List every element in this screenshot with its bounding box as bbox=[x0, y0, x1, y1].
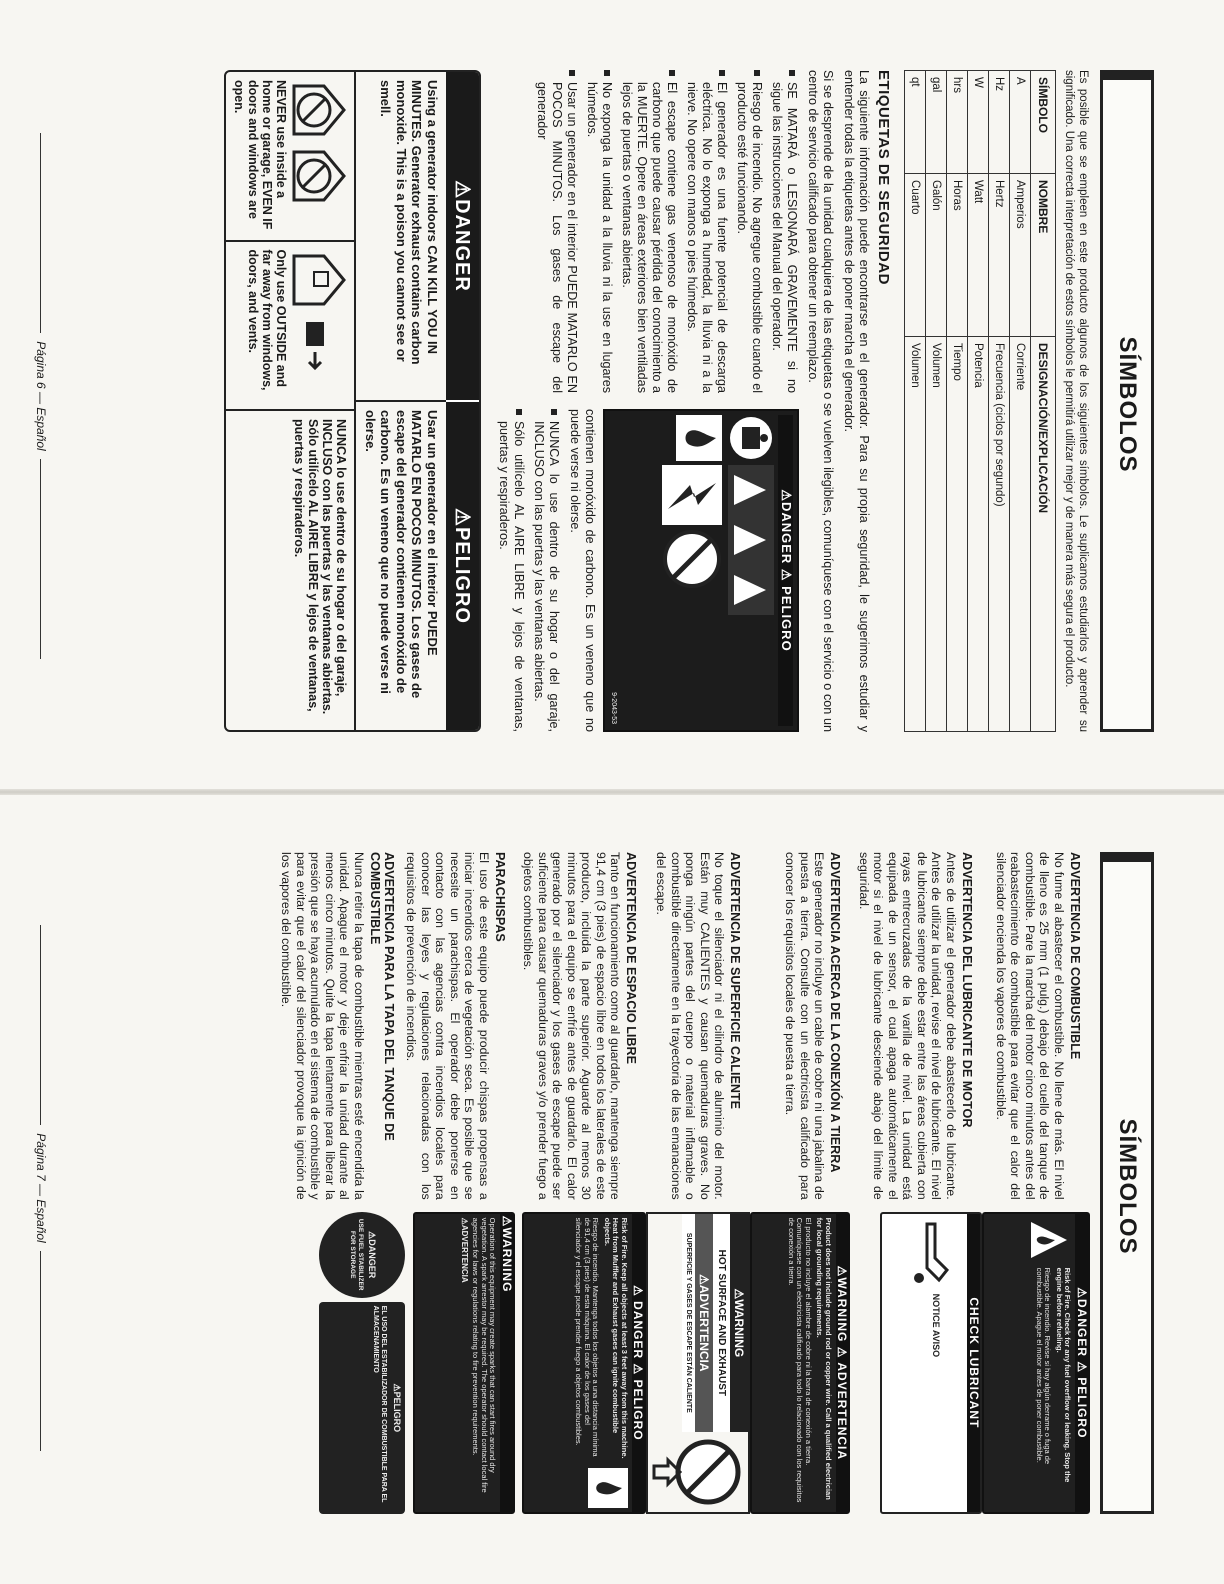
cell: qt bbox=[905, 71, 926, 174]
cell: Potencia bbox=[968, 337, 989, 732]
cap-label-stabilizer: USE FUEL STABILIZER FOR STORAGE bbox=[349, 1218, 364, 1291]
col-header-symbol: SÍMBOLO bbox=[1031, 71, 1056, 174]
list-item: El escape contiene gas venenoso de monóxido de carbono que puede causar pérdida del conocimiento a la MUERTE. Opere en áreas exteriores bien ventiladas lejos de puertas o ventanas abiertas. bbox=[619, 70, 679, 393]
table-row bbox=[989, 71, 1010, 732]
fuel-cap-labels bbox=[319, 1212, 405, 1514]
fuel-label-header: ⚠DANGER ⚠ PELIGRO bbox=[1076, 1214, 1089, 1512]
cell: Corriente bbox=[1010, 337, 1031, 732]
cell: Watt bbox=[968, 174, 989, 337]
cell: Hz bbox=[989, 71, 1010, 174]
house-outside-icon bbox=[293, 250, 349, 310]
fuel-text: No fume al abastecer el combustible. No llene de más. El nivel de lleno es 25 mm (1 pulg.) debajo del cuello del tanque de combustible. Pare la marcha del motor cinco minutos antes del reabastecimiento de combustible para evitar que el calor del silenciador encienda los vapores de combustible. bbox=[994, 852, 1066, 1200]
section-heading-fuel: ADVERTENCIA DE COMBUSTIBLE bbox=[1068, 852, 1082, 1060]
cell: Volumen bbox=[926, 337, 947, 732]
cell: Tiempo bbox=[947, 337, 968, 732]
section-heading-ground: ADVERTENCIA ACERCA DE LA CONEXIÓN A TIERRA bbox=[828, 852, 843, 1173]
dipstick-icon bbox=[908, 1218, 964, 1288]
page-title: SÍMBOLOS bbox=[1100, 852, 1154, 1514]
peligro-heading: ⚠PELIGRO bbox=[446, 400, 479, 730]
label-header: ⚠DANGER ⚠ PELIGRO bbox=[779, 415, 794, 726]
list-item: Sólo utilícelo AL AIRE LIBRE y lejos de ventanas, puertas y respiraderos. bbox=[496, 409, 526, 732]
cell: Amperios bbox=[1010, 174, 1031, 337]
check-lubricant-label bbox=[880, 1212, 982, 1514]
cell: hrs bbox=[947, 71, 968, 174]
section-heading-spark: PARACHISPAS bbox=[493, 852, 507, 942]
cell: Frecuencia (ciclos por segundo) bbox=[989, 337, 1010, 732]
section-heading-space: ADVERTENCIA DE ESPACIO LIBRE bbox=[624, 852, 639, 1065]
bullet-continuation: contienen monóxido de carbono. Es un veneno que no puede verse ni olerse. bbox=[568, 409, 597, 732]
co-danger-panel bbox=[225, 70, 482, 732]
oil-text: Antes de utilizar el generador debe abastecerlo de lubricante. Antes de utilizar la unidad, revise el nivel de lubricante. El nivel de lubricante siempre debe estar entre las áreas cubierta con rayas entrecruzadas de la varilla de nivel. La unidad está equipada de un sensor, el cual apaga automáticamente el motor si el nivel de lubricante desciende abajo del límite de seguridad. bbox=[857, 852, 958, 1200]
cap-label-danger: ⚠DANGER bbox=[367, 1231, 378, 1279]
oil-label-header: CHECK LUBRICANT bbox=[968, 1214, 981, 1512]
fuel-warning-section bbox=[982, 852, 1090, 1514]
outside-only-text: Only use OUTSIDE and far away from windows, doors, and vents. bbox=[246, 249, 289, 391]
hot-text: No toque el silenciador ni el cilindro de aluminio del motor. Están muy CALIENTES y causan quemaduras graves. No ponga ningún partes del cuerpo o material inflamable o combustible directamente en la trayectoria de las emanaciones del escape. bbox=[654, 852, 727, 1200]
clearance-section bbox=[515, 852, 647, 1514]
hot-label-warning: ⚠WARNING bbox=[731, 1214, 749, 1432]
hot-label-es-title: SUPERFICIE Y GASES DE ESCAPE ESTÁN CALIENTE bbox=[683, 1214, 696, 1432]
clearance-danger-label bbox=[523, 1212, 647, 1514]
page-footer-left: Página 6 — Español bbox=[34, 0, 48, 792]
cell: Volumen bbox=[905, 337, 926, 732]
cell: gal bbox=[926, 71, 947, 174]
cell: Cuarto bbox=[905, 174, 926, 337]
oil-label-notice: NOTICE AVISO bbox=[930, 1293, 941, 1358]
fuel-cap-peligro-label bbox=[319, 1302, 405, 1514]
spark-label-header: ⚠WARNING bbox=[501, 1214, 514, 1512]
ground-warning-section bbox=[751, 852, 851, 1514]
ground-warning-label bbox=[751, 1212, 851, 1514]
cell: Hertz bbox=[989, 174, 1010, 337]
fire-icon bbox=[588, 1468, 628, 1508]
safety-paragraph-2: Si se desprende de la unidad cualquiera de las etiquetas o se vuelven ilegibles, comuníquese con el servicio o con un centro de servicio calificado para obtener un reemplazo. bbox=[806, 70, 835, 732]
page-title: SÍMBOLOS bbox=[1100, 70, 1154, 732]
no-garage-icon bbox=[293, 146, 349, 206]
list-item: SE MATARÁ o LESIONARÁ GRAVEMENTE si no sigue las instrucciones del Manual del operador. bbox=[769, 70, 799, 393]
ground-label-en: Product does not include ground rod or copper wire. Call a qualified electrician for local grounding requirements. bbox=[815, 1217, 833, 1500]
cap-label-peligro: ⚠PELIGRO bbox=[392, 1383, 402, 1433]
oil-warning-section bbox=[851, 852, 983, 1514]
fuel-label-es: Riesgo de incendio. Revise si hay algún derrame o fuga de combustible. Apague el motor antes de poner combustible. bbox=[1035, 1267, 1053, 1465]
no-home-icon bbox=[293, 80, 349, 140]
cell: W bbox=[968, 71, 989, 174]
spark-text: El uso de este equipo puede producir chispas propensas a iniciar incendios cerca de vegetación seca. Es posible que se necesite un parachispas. El operador debe ponerse en contacto con las agencias contra incendios locales para conocer las leyes y regulaciones relacionadas con los requisitos de prevención de incendios. bbox=[404, 852, 491, 1200]
fire-icon bbox=[677, 415, 723, 461]
intro-text: Es posible que se empleen en este producto algunos de los siguientes símbolos. Le suplicamos estudiarlos y aprender su significado. Una correcta interpretación de estos símbolos le permitirá utilizar mejor y de manera más segura el producto. bbox=[1063, 70, 1089, 732]
safety-column-left bbox=[491, 70, 799, 393]
fuel-label-en: Risk of Fire. Check for any fuel overflow or leaking. Stop the engine before refueling. bbox=[1055, 1267, 1073, 1483]
table-row bbox=[947, 71, 968, 732]
table-row bbox=[905, 71, 926, 732]
space-label-es: Riesgo de incendio. Mantenga todos los objetos a una distancia mínima de 91,4 cm (3 pies) de esta máquina. El calor de los gases del silenciador y el escape puede prender fuego a objetos combustibles. bbox=[574, 1217, 601, 1457]
spark-warning-label bbox=[413, 1212, 515, 1514]
hot-label-advertencia: ⚠ADVERTENCIA bbox=[696, 1214, 714, 1432]
safety-column-right bbox=[491, 409, 799, 732]
table-row bbox=[1010, 71, 1031, 732]
cell: Horas bbox=[947, 174, 968, 337]
label-part-number: 9-2043-53 bbox=[610, 692, 618, 724]
panel-text-es: Usar un generador en el interior PUEDE MATARLO EN POCOS MINUTOS. Los gases de escape del generador contienen monóxido de carbono. Es un veneno que no puede verse ni olerse. bbox=[357, 400, 447, 730]
ground-text: Este generador no incluye un cable de cobre ni una jabalina de puesta a tierra. Consulte con un electricista calificado para conocer los requisitos locales de puesta a tierra. bbox=[783, 852, 827, 1200]
ground-label-es: El producto no incluye el alambre de cobre ni la barra de conexión a tierra. Comuníquese con un electricista calificado para todo lo relacionado con los requisitos de conexión a tierra. bbox=[787, 1217, 813, 1503]
outside-only-panel bbox=[227, 240, 355, 410]
cell: Galón bbox=[926, 174, 947, 337]
hot-surface-section bbox=[647, 852, 751, 1514]
fuel-danger-label bbox=[982, 1212, 1090, 1514]
col-header-name: NOMBRE bbox=[1031, 174, 1056, 337]
ground-label-header: ⚠WARNING ⚠ ADVERTENCIA bbox=[836, 1214, 849, 1512]
hot-label-title: HOT SURFACE AND EXHAUST bbox=[714, 1214, 731, 1432]
table-row bbox=[968, 71, 989, 732]
safety-columns bbox=[491, 70, 799, 732]
safety-paragraph-1: La siguiente información puede encontrarse en el generador. Para su propia seguridad, le sugerimos estudiar y entender todas la etiquetas antes de poner marcha el generador. bbox=[842, 70, 871, 732]
space-label-header: ⚠ DANGER ⚠ PELIGRO bbox=[632, 1214, 645, 1512]
list-item: No exponga la unidad a la lluvia ni la use en lugares húmedos. bbox=[584, 70, 614, 393]
list-item: El generador es una fuente potencial de descarga eléctrica. No lo exponga a humedad, la lluvia ni a la nieve. No opere con manos o pies húmedos. bbox=[684, 70, 729, 393]
fuel-cap-danger-label bbox=[319, 1212, 405, 1298]
spark-cap-section bbox=[273, 852, 515, 1514]
list-item: Usar un generador en el interior PUEDE MATARLO EN POCOS MINUTOS. Los gases de escape del generador bbox=[534, 70, 579, 393]
danger-safety-label bbox=[603, 409, 799, 732]
never-indoors-text: NEVER use inside a home or garage, EVEN IF doors and windows are open. bbox=[232, 80, 289, 230]
section-heading-oil: ADVERTENCIA DEL LUBRICANTE DE MOTOR bbox=[960, 852, 974, 1128]
no-water-icon bbox=[663, 529, 723, 589]
no-touch-hot-icon bbox=[653, 1432, 749, 1512]
fire-icon bbox=[1028, 1218, 1072, 1262]
list-item: NUNCA lo use dentro de su hogar o del garaje, INCLUSO con las puertas y las ventanas abiertas. bbox=[531, 409, 561, 732]
cell: A bbox=[1010, 71, 1031, 174]
panel-text-en: Using a generator indoors CAN KILL YOU IN MINUTES. Generator exhaust contains carbon monoxide. This is a poison you cannot see or smell. bbox=[378, 80, 440, 365]
hot-surface-label bbox=[647, 1212, 751, 1514]
col-header-explanation: DESIGNACIÓN/EXPLICACIÓN bbox=[1031, 337, 1056, 732]
space-label-en: Risk of Fire. Keep all objects at least 3 feet away from this machine. Heat from Muffler and Exhaust gases can ignite combustible objects. bbox=[603, 1217, 629, 1459]
symbol-table bbox=[904, 70, 1056, 732]
table-row bbox=[926, 71, 947, 732]
spark-label-en: Operation of this equipment may create sparks that can start fires around dry vegetation. A spark arrestor may be required. The operator should contact local fire agencies for laws or regulations relating to fire prevention requirements. bbox=[471, 1217, 498, 1493]
page-7 bbox=[0, 792, 1224, 1584]
cap-label-es: EL USO DEL ESTABILIZADOR DE COMBUSTIBLE PARA EL ALMACENAMIENTO bbox=[372, 1305, 387, 1503]
never-indoors-panel bbox=[227, 72, 355, 240]
danger-heading: ⚠DANGER bbox=[446, 72, 479, 400]
hazard-icons bbox=[729, 465, 775, 615]
section-heading-safety-labels: ETIQUETAS DE SEGURIDAD bbox=[875, 70, 892, 285]
list-item: Riesgo de incendio. No agregue combustible cuando el producto esté funcionando. bbox=[734, 70, 764, 393]
spark-label-es-head: ⚠ADVERTENCIA bbox=[460, 1217, 469, 1283]
section-heading-hot: ADVERTENCIA DE SUPERFICIE CALIENTE bbox=[728, 852, 743, 1110]
read-manual-icon bbox=[729, 415, 775, 461]
electric-shock-icon bbox=[663, 465, 723, 525]
section-heading-cap: ADVERTENCIA PARA LA TAPA DEL TANQUE DE COMBUSTIBLE bbox=[368, 852, 396, 1141]
page-footer-right: Página 7 — Español bbox=[34, 792, 48, 1584]
cap-text: Nunca retire la tapa de combustible mientras esté encendida la unidad. Apague el motor y deje enfriar la unidad durante al menos cinco minutos. Quite la tapa lentamente para liberar la presión que se haya acumulado en el sistema de combustible y para evitar que el calor del silenciador provoque la ignición de los vapores del combustible. bbox=[279, 852, 366, 1200]
panel-es-instructions: NUNCA lo use dentro de su hogar o del garaje, INCLUSO con las puertas y las ventanas abiertas. Sólo utilícelo AL AIRE LIBRE y lejos de ventanas, puertas y respiraderos. bbox=[227, 409, 355, 730]
generator-arrow-icon bbox=[293, 316, 349, 376]
space-text: Tanto en funcionamiento como al guardarlo, mantenga siempre 91,4 cm (3 pies) de espacio libre en todos los laterales de este producto, incluida la parte superior. Aguarde al menos 30 minutos para el equipo se enfríe antes de guardarlo. El calor generado por el silenciador y los gases de escape puede ser suficiente para causar quemaduras graves y/o prender fuego a objetos combustibles. bbox=[521, 852, 623, 1200]
